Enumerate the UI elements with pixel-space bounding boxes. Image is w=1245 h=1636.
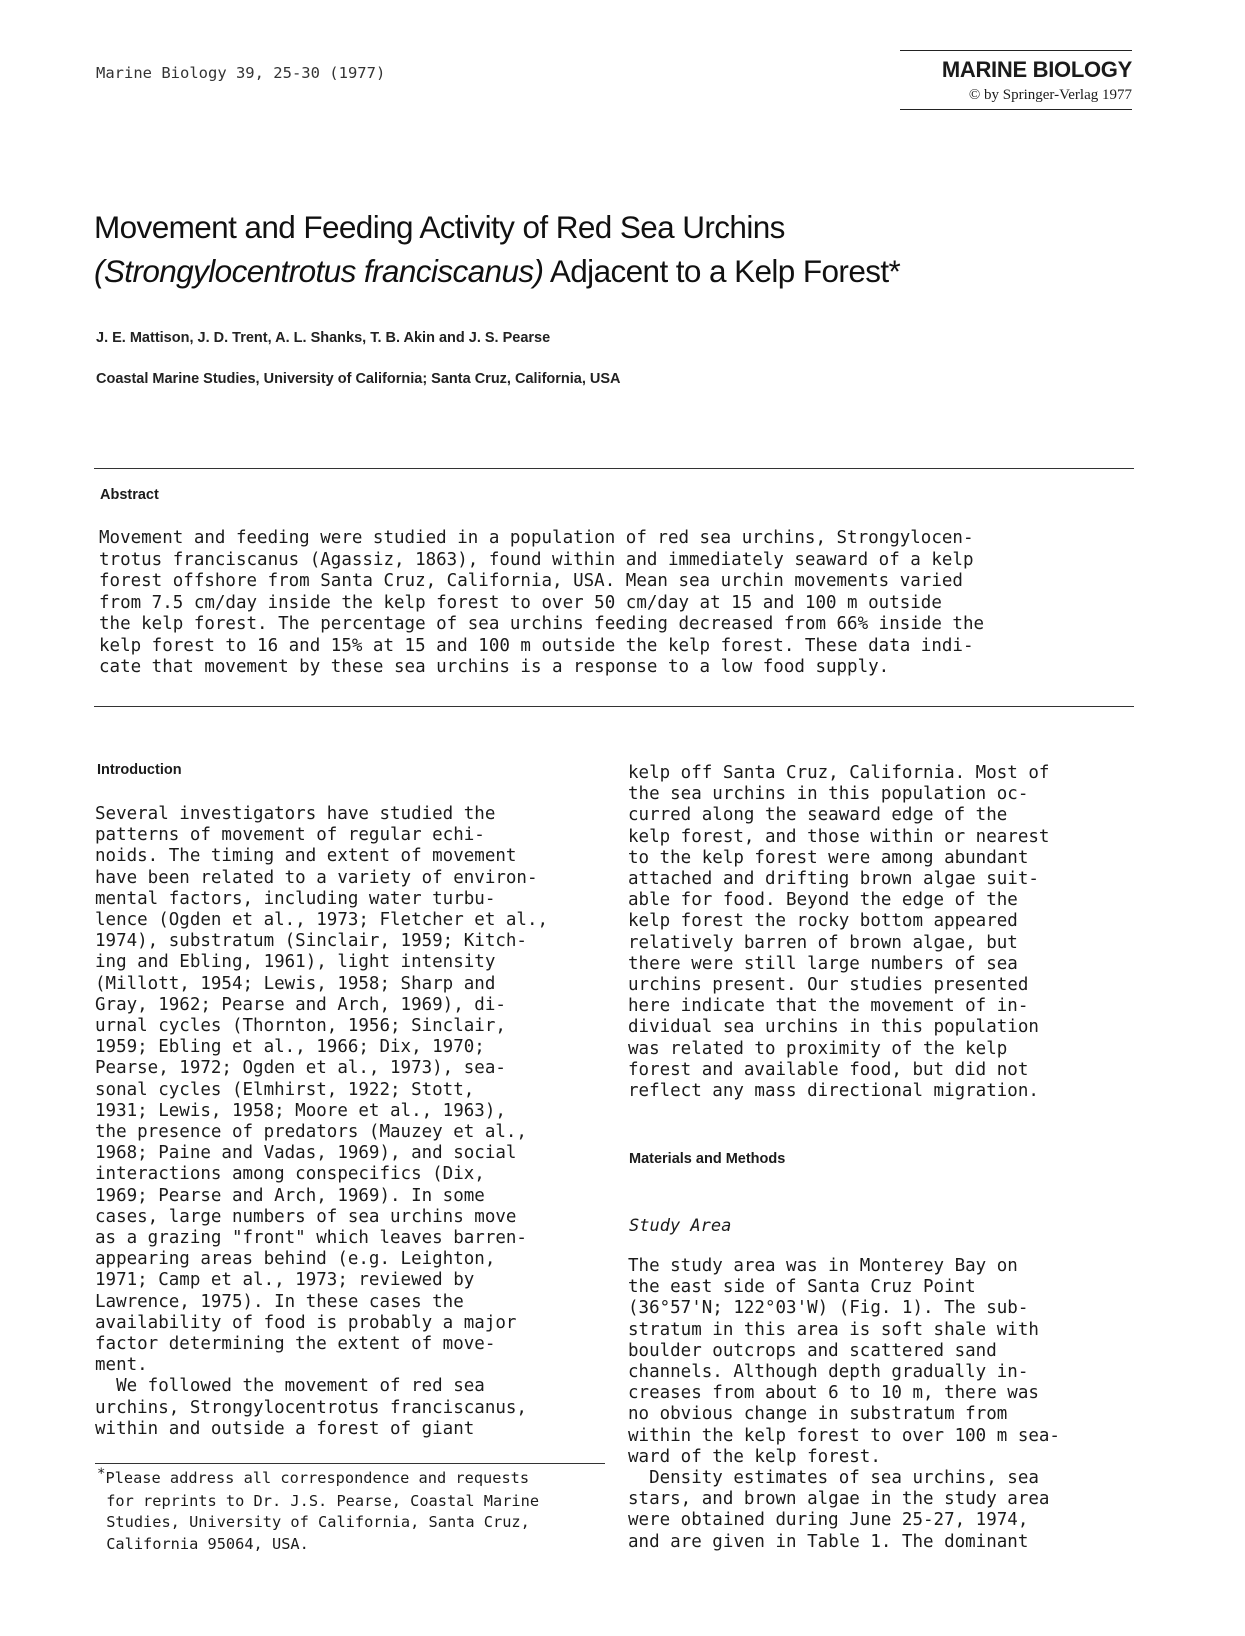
journal-masthead xyxy=(900,50,1132,110)
materials-methods-heading: Materials and Methods xyxy=(629,1151,786,1167)
footnote-mark: * xyxy=(97,1466,106,1482)
abstract-heading: Abstract xyxy=(100,487,159,503)
correspondence-footnote xyxy=(97,1468,539,1555)
title-species-name: (Strongylocentrotus franciscanus) xyxy=(94,253,544,289)
footnote-rule xyxy=(95,1463,605,1464)
study-area-text: The study area was in Monterey Bay on the east side of Santa Cruz Point (36°57'N; 122°03'W) (Fig. 1). The sub- stratum in this area is soft shale with boulder outcrops and scattered sand channels. Although depth gradually in- creases from about 6 to 10 m, there was no obvious change in substratum from within the kelp forest to over 100 m sea- ward of the kelp forest. Density estimates of sea urchins, sea stars, and brown algae in the study area were obtained during June 25-27, 1974, and are given in Table 1. The dominant xyxy=(628,1256,1060,1552)
journal-citation: Marine Biology 39, 25-30 (1977) xyxy=(96,64,386,82)
introduction-text: Several investigators have studied the patterns of movement of regular echi- noids. The timing and extent of movement have been related to a variety of environ- mental factors, including water turbu- lence (Ogden et al., 1973; Fletcher et al., 1974), substratum (Sinclair, 1959; Kitch- ing and Ebling, 1961), light intensity (Millott, 1954; Lewis, 1958; Sharp and Gray, 1962; Pearse and Arch, 1969), di- urnal cycles (Thornton, 1956; Sinclair, 1959; Ebling et al., 1966; Dix, 1970; Pearse, 1972; Ogden et al., 1973), sea- sonal cycles (Elmhirst, 1922; Stott, 1931; Lewis, 1958; Moore et al., 1963), the presence of predators (Mauzey et al., 1968; Paine and Vadas, 1969), and social interactions among conspecifics (Dix, 1969; Pearse and Arch, 1969). In some cases, large numbers of sea urchins move as a grazing "front" which leaves barren- appearing areas behind (e.g. Leighton, 1971; Camp et al., 1973; reviewed by Lawrence, 1975). In these cases the availability of food is probably a major factor determining the extent of move- ment. We followed the movement of red sea urchins, Strongylocentrotus franciscanus, within and outside a forest of giant xyxy=(95,804,549,1439)
title-line-1: Movement and Feeding Activity of Red Sea Urchins xyxy=(94,209,785,245)
abstract-text: Movement and feeding were studied in a population of red sea urchins, Strongylocen- trotus franciscanus (Agassiz, 1863), found within and immediately seaward of a kelp forest offshore from Santa Cruz, California, USA. Mean sea urchin movements varied from 7.5 cm/day inside the kelp forest to over 50 cm/day at 15 and 100 m outside the kelp forest. The percentage of sea urchins feeding decreased from 66% inside the kelp forest to 16 and 15% at 15 and 100 m outside the kelp forest. These data indi- cate that movement by these sea urchins is a response to a low food supply. xyxy=(99,528,985,677)
author-list: J. E. Mattison, J. D. Trent, A. L. Shanks, T. B. Akin and J. S. Pearse xyxy=(96,330,551,346)
copyright-notice: © by Springer-Verlag 1977 xyxy=(968,87,1132,103)
introduction-heading: Introduction xyxy=(97,762,182,778)
article-title xyxy=(94,205,1144,293)
introduction-continued-text: kelp off Santa Cruz, California. Most of the sea urchins in this population oc- curred along the seaward edge of the kelp forest, and those within or nearest to the kelp forest were among abundant attached and drifting brown algae suit- able for food. Beyond the edge of the kelp forest the rocky bottom appeared relatively barren of brown algae, but there were still large numbers of sea urchins present. Our studies presented here indicate that the movement of in- dividual sea urchins in this population was related to proximity of the kelp forest and available food, but did not reflect any mass directional migration. xyxy=(628,763,1050,1102)
abstract-top-rule xyxy=(94,468,1134,469)
footnote-text: Please address all correspondence and requests for reprints to Dr. J.S. Pearse, Coastal Marine Studies, University of California, Santa Cruz, California 95064, USA. xyxy=(105,1469,540,1553)
study-area-heading: Study Area xyxy=(629,1216,732,1236)
author-affiliation: Coastal Marine Studies, University of California; Santa Cruz, California, USA xyxy=(96,371,621,387)
title-line-2-rest: Adjacent to a Kelp Forest* xyxy=(543,253,901,289)
abstract-bottom-rule xyxy=(94,706,1134,707)
journal-name: MARINE BIOLOGY xyxy=(941,57,1132,82)
title-line-2 xyxy=(94,249,1144,293)
